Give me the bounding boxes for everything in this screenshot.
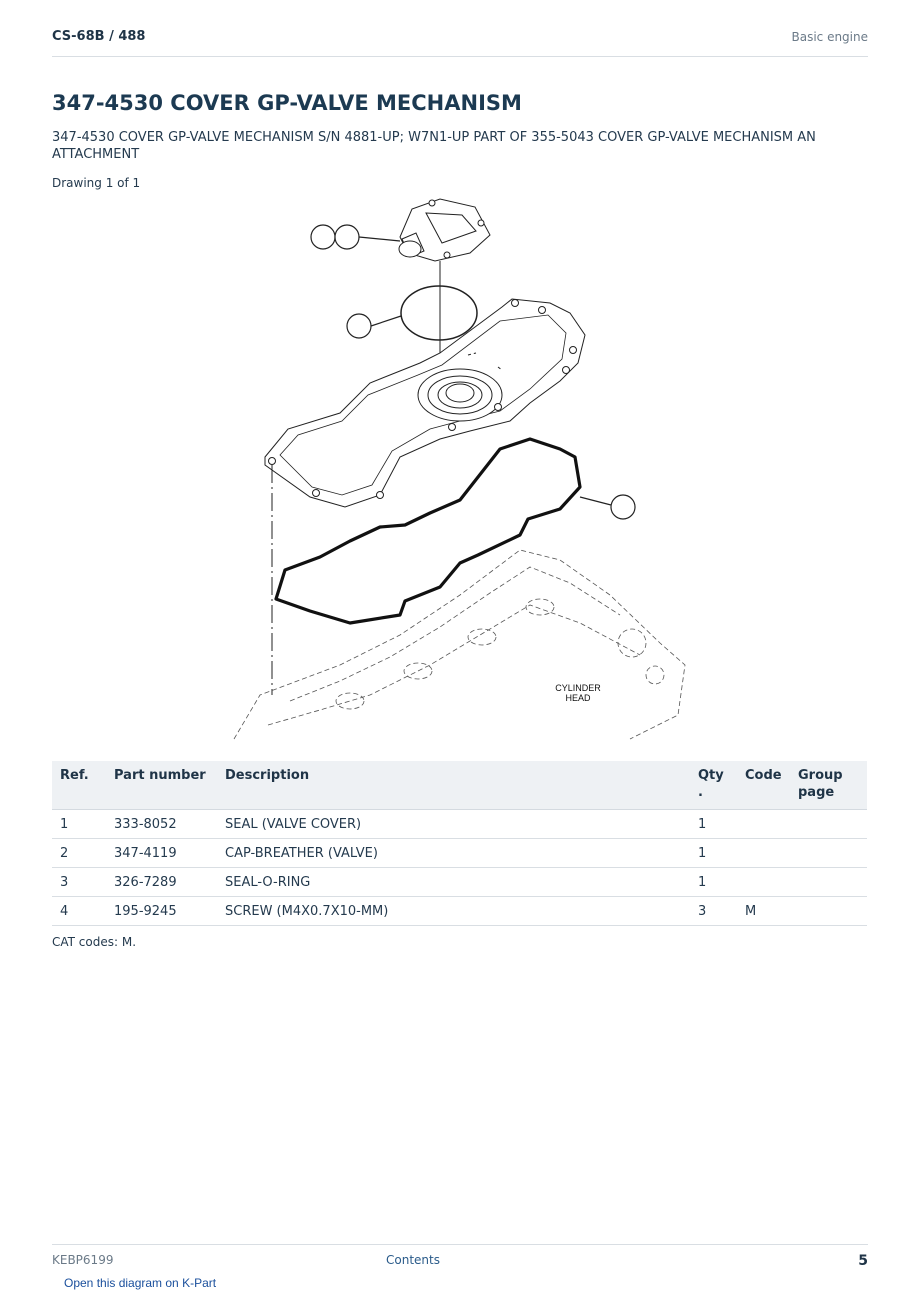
cat-codes-note: CAT codes: M. bbox=[52, 935, 137, 949]
valve-cover-drawing bbox=[265, 299, 585, 507]
exploded-parts-diagram bbox=[230, 195, 690, 743]
diagram-label-line1: CYLINDER bbox=[555, 683, 601, 693]
contents-link[interactable]: Contents bbox=[386, 1253, 440, 1267]
header-qty: Qty . bbox=[690, 761, 737, 810]
header-description: Description bbox=[217, 761, 690, 810]
cell-description: CAP-BREATHER (VALVE) bbox=[217, 839, 690, 868]
cell-code bbox=[737, 810, 790, 839]
cylinder-head-drawing bbox=[234, 550, 685, 739]
diagram-label-line2: HEAD bbox=[565, 693, 591, 703]
document-id: KEBP6199 bbox=[52, 1253, 114, 1267]
table-row bbox=[52, 839, 867, 868]
cell-ref: 2 bbox=[52, 839, 106, 868]
header-code: Code bbox=[737, 761, 790, 810]
open-k-part-link[interactable]: Open this diagram on K-Part bbox=[64, 1276, 217, 1290]
header-group-page: Group page bbox=[790, 761, 867, 810]
section-name: Basic engine bbox=[791, 30, 868, 44]
cell-ref: 4 bbox=[52, 897, 106, 926]
cell-ref: 1 bbox=[52, 810, 106, 839]
breather-cap-drawing bbox=[399, 199, 490, 273]
o-ring-drawing bbox=[401, 286, 477, 340]
page-footer bbox=[52, 1244, 868, 1269]
cell-qty: 1 bbox=[690, 810, 737, 839]
page-subtitle: 347-4530 COVER GP-VALVE MECHANISM S/N 4881-UP; W7N1-UP PART OF 355-5043 COVER GP-VALVE MECHANISM AN ATTACHMENT bbox=[52, 130, 816, 162]
table-row bbox=[52, 897, 867, 926]
cell-qty: 1 bbox=[690, 839, 737, 868]
page-title: 347-4530 COVER GP-VALVE MECHANISM bbox=[52, 91, 522, 115]
cell-qty: 1 bbox=[690, 868, 737, 897]
cell-code bbox=[737, 868, 790, 897]
callout-4 bbox=[311, 225, 400, 249]
cell-group-page bbox=[790, 868, 867, 897]
drawing-count: Drawing 1 of 1 bbox=[52, 176, 141, 190]
table-row bbox=[52, 810, 867, 839]
cell-group-page bbox=[790, 839, 867, 868]
table-header-row bbox=[52, 761, 867, 810]
cell-code: M bbox=[737, 897, 790, 926]
cell-description: SEAL-O-RING bbox=[217, 868, 690, 897]
page-number: 5 bbox=[858, 1253, 868, 1269]
callout-3 bbox=[347, 314, 401, 338]
cell-qty: 3 bbox=[690, 897, 737, 926]
header-part-number: Part number bbox=[106, 761, 217, 810]
cell-description: SCREW (M4X0.7X10-MM) bbox=[217, 897, 690, 926]
cell-group-page bbox=[790, 897, 867, 926]
table-row bbox=[52, 868, 867, 897]
cell-code bbox=[737, 839, 790, 868]
cell-part-number: 333-8052 bbox=[106, 810, 217, 839]
page-header bbox=[52, 28, 868, 57]
model-breadcrumb: CS-68B / 488 bbox=[52, 29, 146, 44]
cell-part-number: 326-7289 bbox=[106, 868, 217, 897]
header-ref: Ref. bbox=[52, 761, 106, 810]
cell-part-number: 347-4119 bbox=[106, 839, 217, 868]
callout-1 bbox=[580, 495, 635, 519]
cell-part-number: 195-9245 bbox=[106, 897, 217, 926]
cell-ref: 3 bbox=[52, 868, 106, 897]
parts-table bbox=[52, 761, 867, 926]
cell-group-page bbox=[790, 810, 867, 839]
cell-description: SEAL (VALVE COVER) bbox=[217, 810, 690, 839]
